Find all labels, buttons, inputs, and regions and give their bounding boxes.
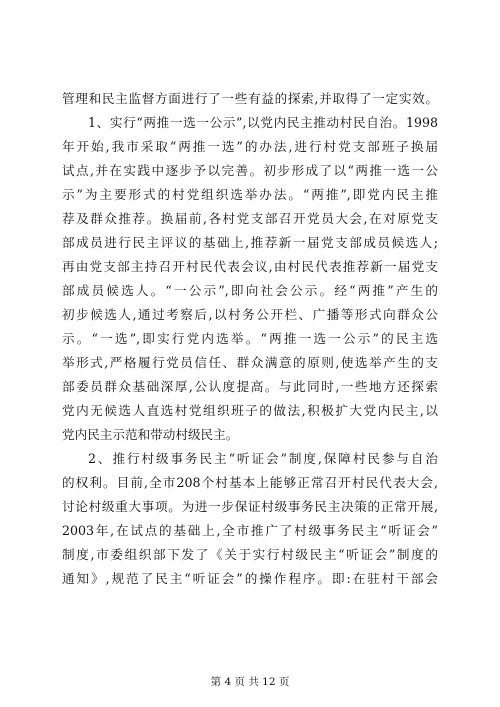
text-line: 2、推行村级事务民主“听证会”制度,保障村民参与自治: [88, 451, 438, 466]
text-line: 党内民主示范和带动村级民主。: [62, 427, 239, 442]
text-line: 的权利。目前,全市208个村基本上能够正常召开村民代表大会,: [62, 475, 438, 490]
text-line: 初步候选人,通过考察后,以村务公开栏、广播等形式向群众公: [62, 307, 438, 322]
text-line: 示。“一选”,即实行党内选举。“两推一选一公示”的民主选: [62, 331, 438, 346]
text-line: 示”为主要形式的村党组织选举办法。“两推”,即党内民主推: [62, 187, 438, 202]
page-footer: 第 4 页 共 12 页: [210, 676, 290, 688]
text-line: 通知》,规范了民主“听证会”的操作程序。即:在驻村干部会: [62, 571, 438, 586]
text-line: 党内无候选人直选村党组织班子的做法,积极扩大党内民主,以: [62, 403, 438, 418]
text-line: 部成员进行民主评议的基础上,推荐新一届党支部成员候选人;: [62, 235, 438, 250]
text-line: 荐及群众推荐。换届前,各村党支部召开党员大会,在对原党支: [62, 211, 438, 226]
text-line: 制度,市委组织部下发了《关于实行村级民主“听证会”制度的: [62, 547, 438, 562]
text-line: 举形式,严格履行党员信任、群众满意的原则,使选举产生的支: [62, 355, 438, 370]
text-line: 部成员候选人。“一公示”,即向社会公示。经“两推”产生的: [62, 283, 438, 298]
text-line: 管理和民主监督方面进行了一些有益的探索,并取得了一定实效。: [62, 91, 438, 106]
text-line: 2003年,在试点的基础上,全市推广了村级事务民主“听证会”: [62, 523, 438, 538]
body-text: [62, 87, 438, 591]
text-line: 试点,并在实践中逐步予以完善。初步形成了以“两推一选一公: [62, 163, 438, 178]
text-line: 部委员群众基础深厚,公认度提高。与此同时,一些地方还探索: [62, 379, 438, 394]
text-line: 再由党支部主持召开村民代表会议,由村民代表推荐新一届党支: [62, 259, 438, 274]
text-line: 年开始,我市采取“两推一选”的办法,进行村党支部班子换届: [62, 139, 438, 154]
text-line: 1、实行“两推一选一公示”,以党内民主推动村民自治。1998: [88, 115, 438, 130]
text-line: 讨论村级重大事项。为进一步保证村级事务民主决策的正常开展,: [62, 499, 438, 514]
